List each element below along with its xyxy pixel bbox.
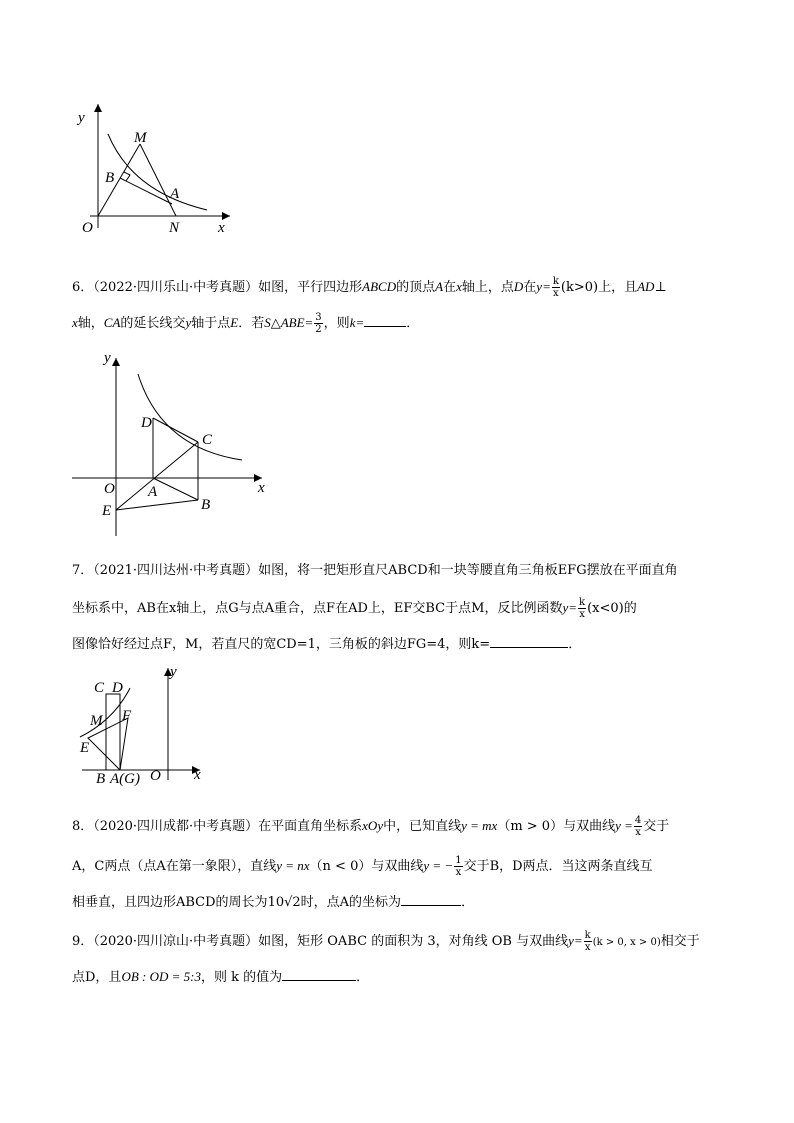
label-E: E	[80, 740, 90, 756]
label-y: y	[78, 110, 85, 126]
question-8-line-2	[72, 855, 732, 878]
segment-BA	[120, 178, 172, 204]
q7-line3: 图像恰好经过点F，M，若直尺的宽CD=1，三角板的斜边FG=4，则k=	[72, 637, 491, 652]
hyperbola-curve	[138, 374, 242, 460]
question-7-line-3	[72, 633, 732, 655]
label-O: O	[104, 481, 115, 497]
q6-a: A	[435, 279, 444, 294]
label-C: C	[202, 432, 213, 448]
figure-q5	[72, 100, 242, 240]
label-M: M	[134, 130, 147, 146]
q6-ad: AD	[637, 279, 655, 294]
question-source: （2022·四川乐山·中考真题）	[93, 280, 259, 295]
question-9-line-2	[72, 966, 732, 988]
q6-x1: x	[456, 279, 462, 294]
q8-line3a: 相垂直，且四边形ABCD的周长为	[72, 895, 268, 910]
q8-line1a: 在平面直角坐标系	[258, 819, 363, 834]
hyperbola-curve	[108, 134, 207, 210]
q6-text-c: 在	[443, 280, 457, 295]
fraction-4-over-x: $\frac{4}{x}$	[634, 815, 642, 838]
q6-ca: CA	[103, 315, 121, 330]
fraction-3-over-2: $\frac{3}{2}$	[315, 312, 322, 335]
label-B: B	[105, 170, 115, 186]
q6-text-g: 轴，	[77, 316, 104, 331]
q7-func-y: y=	[562, 600, 577, 615]
question-number: 8．	[72, 819, 94, 834]
label-F: F	[122, 708, 132, 724]
label-B: B	[201, 497, 211, 513]
q6-text-k: ，则	[323, 316, 350, 331]
figure-q7	[72, 662, 212, 787]
q6-k: k=	[349, 315, 365, 330]
figure-q6	[66, 350, 276, 540]
q7-end: ．	[568, 637, 582, 652]
q8-eq2: y = nx	[276, 858, 310, 873]
label-M: M	[90, 713, 103, 729]
q8-func-y: y =	[615, 818, 633, 833]
right-angle-mark	[124, 172, 130, 181]
q6-func-y: y=	[536, 279, 551, 294]
segment-DC	[153, 418, 198, 442]
q9-func-y: y=	[568, 933, 583, 948]
answer-blank[interactable]	[401, 891, 461, 906]
segment-EB	[116, 500, 198, 510]
q9-line1b: 相交于	[660, 934, 700, 949]
q8-cond2: （n < 0）	[309, 859, 372, 874]
q6-area: S△ABE=	[264, 315, 314, 330]
q8-line3b: 时，点A的坐标为	[300, 895, 402, 910]
label-x: x	[258, 480, 265, 496]
label-N: N	[169, 220, 180, 236]
q7-cond: (x<0)	[587, 601, 624, 616]
label-D: D	[112, 680, 123, 696]
q6-x2: x	[72, 315, 78, 330]
fraction-k-over-x: $\frac{k}{x}$	[584, 930, 591, 953]
q9-ratio: OB : OD = 5:3	[121, 969, 201, 984]
q8-cond1: （m > 0）	[497, 819, 564, 834]
question-6-line-1	[72, 276, 732, 299]
label-O: O	[150, 768, 161, 784]
q8-xoy: xOy	[362, 818, 384, 833]
q6-text-d: 轴上，点	[461, 280, 514, 295]
answer-blank[interactable]	[364, 312, 406, 327]
question-8-line-1	[72, 815, 732, 838]
q6-text-j: ．若	[238, 316, 265, 331]
question-source: （2020·四川凉山·中考真题）	[93, 934, 259, 949]
question-source: （2020·四川成都·中考真题）	[93, 819, 259, 834]
q8-line1d: 交于	[643, 819, 670, 834]
label-x: x	[194, 767, 201, 783]
q9-end: ．	[356, 970, 370, 985]
question-source: （2021·四川达州·中考真题）	[93, 563, 259, 578]
q6-text-e: 在	[523, 280, 537, 295]
label-B: B	[96, 771, 106, 787]
q9-line2a: 点D，且	[72, 970, 122, 985]
q6-e: E	[230, 315, 239, 330]
q7-line1: 如图，将一把矩形直尺ABCD和一块等腰直角三角板EFG摆放在平面直角	[258, 563, 678, 578]
q6-d: D	[513, 279, 524, 294]
q8-line1c: 与双曲线	[563, 819, 616, 834]
label-O: O	[82, 220, 93, 236]
question-number: 6．	[72, 280, 94, 295]
label-A: A	[170, 186, 180, 202]
question-number: 7．	[72, 563, 94, 578]
fraction-1-over-x: $\frac{1}{x}$	[455, 855, 462, 878]
answer-blank[interactable]	[490, 633, 568, 648]
question-7-line-2	[72, 597, 732, 620]
label-E: E	[102, 503, 112, 519]
q6-text-i: 轴于点	[191, 316, 231, 331]
label-D: D	[141, 415, 152, 431]
q6-text-a: 如图，平行四边形	[258, 280, 363, 295]
q6-y1: y	[185, 315, 192, 330]
fraction-k-over-x: $\frac{k}{x}$	[552, 276, 559, 299]
q9-cond: (k > 0, x > 0)	[592, 937, 661, 948]
q8-perimeter: 10√2	[267, 895, 301, 910]
q8-eq1: y = mx	[461, 818, 498, 833]
q8-line1b: 中，已知直线	[383, 819, 462, 834]
q7-line2-end: 的	[623, 601, 637, 616]
label-C: C	[94, 680, 105, 696]
q8-end: ．	[461, 895, 475, 910]
answer-blank[interactable]	[282, 966, 356, 981]
q6-text-h: 的延长线交	[120, 316, 186, 331]
q8-func2: y = −	[423, 858, 454, 873]
q6-perp: ⊥	[654, 280, 667, 295]
q6-text-b: 的顶点	[396, 280, 436, 295]
q7-line2: 坐标系中，AB在x轴上，点G与点A重合，点F在AD上，EF交BC于点M，反比例函数	[72, 601, 563, 616]
q6-text-f: 上，且	[598, 280, 638, 295]
q8-line2b: 与双曲线	[371, 859, 424, 874]
fraction-k-over-x: $\frac{k}{x}$	[579, 597, 586, 620]
question-6-line-2	[72, 312, 732, 335]
line-MN	[140, 144, 176, 216]
label-y: y	[170, 664, 177, 680]
question-9-line-1	[72, 930, 732, 953]
segment-AB	[153, 478, 198, 500]
q6-abcd: ABCD	[362, 279, 397, 294]
q8-line2a: A，C两点（点A在第一象限），直线	[72, 859, 277, 874]
q6-cond: (k>0)	[560, 280, 599, 295]
label-AG: A(G)	[110, 771, 140, 787]
q9-line2b: ，则 k 的值为	[200, 970, 283, 985]
question-8-line-3	[72, 891, 732, 913]
label-x: x	[218, 220, 225, 236]
question-7-line-1	[72, 561, 732, 581]
q9-line1a: 如图，矩形 OABC 的面积为 3，对角线 OB 与双曲线	[258, 934, 569, 949]
q6-end: ．	[406, 316, 420, 331]
q8-line2c: 交于B，D两点．当这两条直线互	[463, 859, 653, 874]
question-number: 9．	[72, 934, 94, 949]
label-A: A	[148, 484, 158, 500]
label-y: y	[104, 350, 111, 366]
